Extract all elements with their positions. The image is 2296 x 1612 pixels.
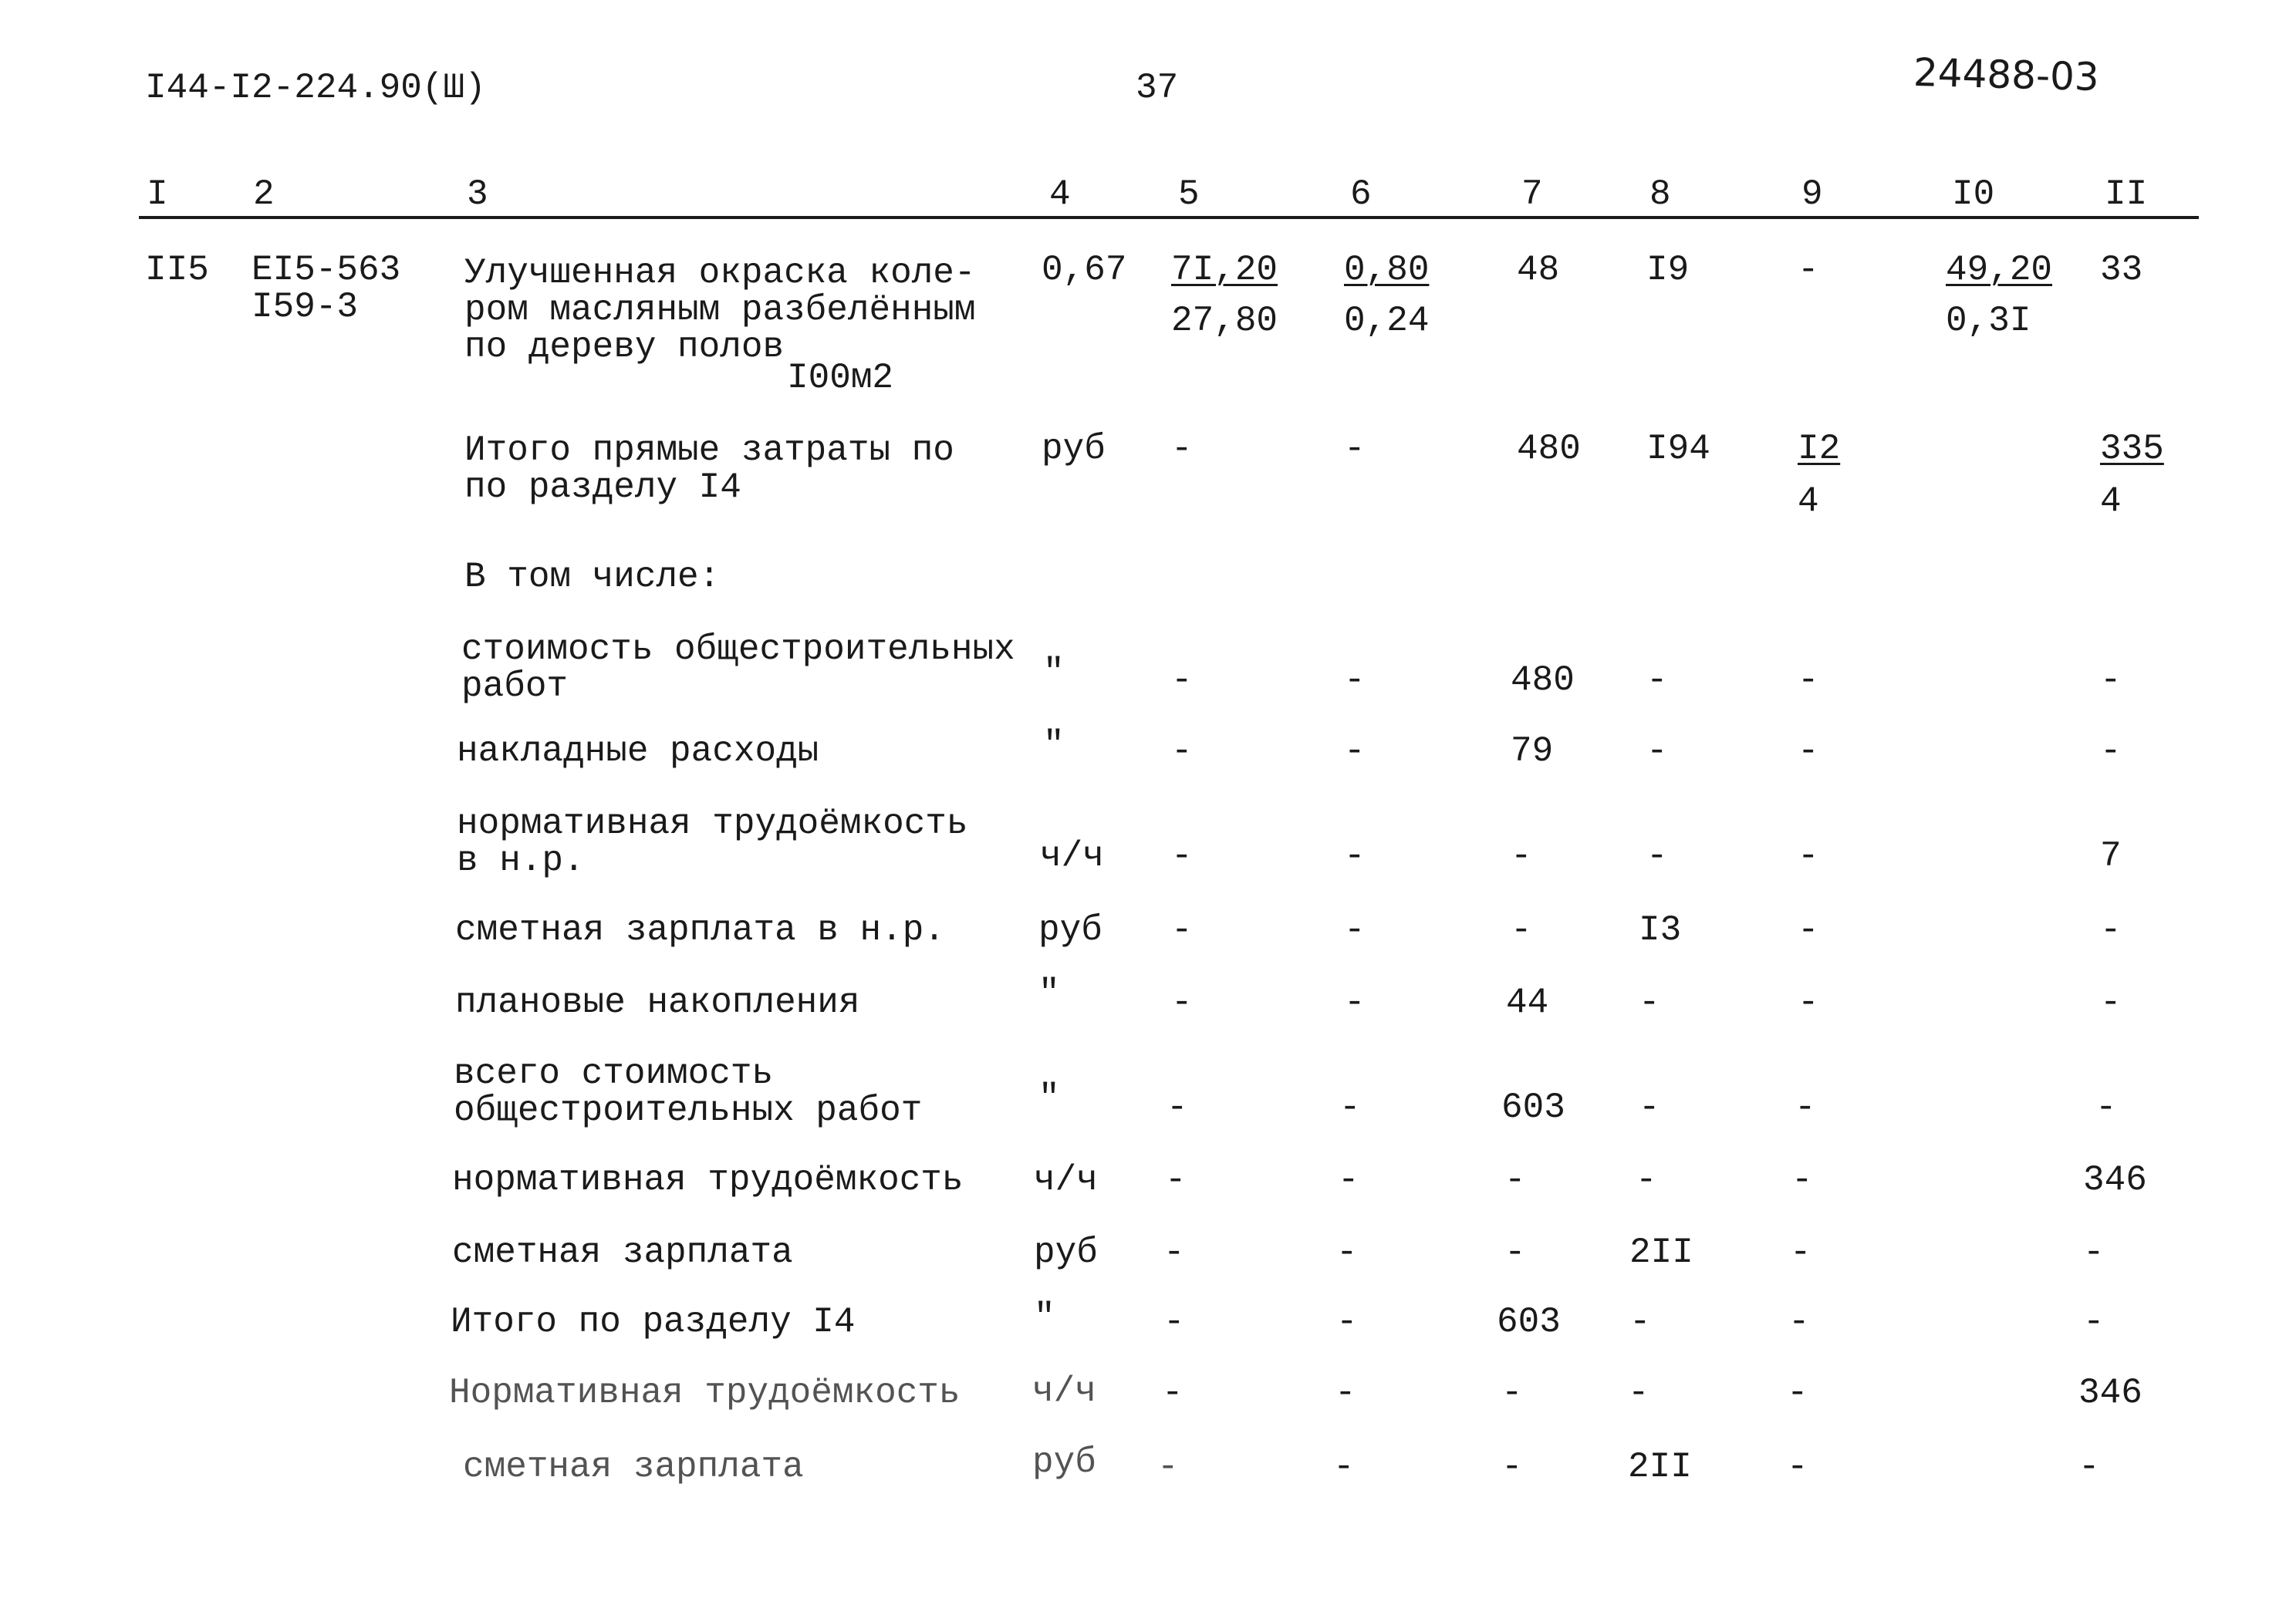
row-col5: -: [1167, 1088, 1188, 1128]
row-description: нормативная трудоёмкость в н.р.: [457, 804, 968, 881]
row-col5: -: [1171, 660, 1193, 700]
total-direct-col7: 480: [1517, 429, 1581, 469]
row-col8: 2II: [1628, 1447, 1692, 1487]
row-col6: -: [1333, 1447, 1355, 1487]
row-description: сметная зарплата в н.р.: [455, 910, 945, 950]
item-description: Улучшенная окраска коле- ром масляным разбелённым по дереву полов: [464, 253, 976, 367]
row-unit: ч/ч: [1040, 836, 1104, 876]
item-col6-top: 0,80: [1344, 250, 1430, 290]
item-col5-bottom: 27,80: [1171, 301, 1278, 341]
total-direct-unit: руб: [1042, 429, 1106, 469]
row-description: стоимость общестроительных работ: [461, 629, 1015, 707]
total-direct-col11-bottom: 4: [2100, 481, 2122, 521]
row-col9: -: [1791, 1160, 1813, 1200]
row-col7: -: [1511, 910, 1532, 950]
row-unit: руб: [1038, 910, 1102, 950]
row-col9: -: [1798, 731, 1819, 771]
item-col9: -: [1798, 250, 1819, 290]
row-col5: -: [1171, 836, 1193, 876]
row-col8: -: [1629, 1302, 1651, 1342]
row-col11: 346: [2078, 1373, 2142, 1413]
row-description: Итого по разделу I4: [451, 1302, 856, 1342]
total-direct-col6: -: [1344, 429, 1366, 469]
row-col6: -: [1339, 1088, 1361, 1128]
row-col7: -: [1511, 836, 1532, 876]
row-col5: -: [1171, 731, 1193, 771]
row-col7: -: [1504, 1233, 1526, 1273]
row-col11: 346: [2083, 1160, 2147, 1200]
row-col5: -: [1163, 1302, 1185, 1342]
row-col11: 7: [2100, 836, 2122, 876]
column-header-11: II: [2105, 174, 2148, 214]
total-direct-col9-bottom: 4: [1798, 481, 1819, 521]
row-unit: ч/ч: [1032, 1371, 1096, 1411]
row-description: сметная зарплата: [463, 1447, 804, 1487]
column-header-5: 5: [1178, 174, 1200, 214]
row-col7: -: [1501, 1447, 1523, 1487]
row-col9: -: [1790, 1233, 1811, 1273]
row-col6: -: [1344, 731, 1366, 771]
row-col9: -: [1798, 983, 1819, 1023]
row-description: Нормативная трудоёмкость: [449, 1373, 961, 1413]
row-col9: -: [1798, 910, 1819, 950]
row-col8: -: [1646, 731, 1668, 771]
row-col8: -: [1636, 1160, 1657, 1200]
item-col8: I9: [1646, 250, 1690, 290]
row-col5: -: [1163, 1233, 1185, 1273]
row-col8: I3: [1639, 910, 1682, 950]
total-direct-col8: I94: [1646, 429, 1710, 469]
row-col11: -: [2095, 1088, 2117, 1128]
row-col11: -: [2078, 1447, 2100, 1487]
row-col11: -: [2100, 731, 2122, 771]
row-col6: -: [1344, 983, 1366, 1023]
row-unit: ": [1038, 973, 1060, 1013]
row-col7: 603: [1501, 1088, 1565, 1128]
row-unit: руб: [1034, 1233, 1098, 1273]
row-unit: ": [1043, 725, 1065, 765]
item-number: II5: [145, 250, 209, 290]
row-col9: -: [1788, 1302, 1810, 1342]
document-code: I44-I2-224.90(Ш): [145, 68, 486, 108]
header-rule: [139, 216, 2199, 219]
row-description: накладные расходы: [457, 731, 819, 771]
column-header-10: I0: [1952, 174, 1995, 214]
page-number: 37: [1136, 68, 1179, 108]
row-col8: -: [1646, 836, 1668, 876]
row-col9: -: [1798, 836, 1819, 876]
row-col9: -: [1795, 1088, 1816, 1128]
row-col5: -: [1171, 910, 1193, 950]
item-col11: 33: [2100, 250, 2143, 290]
item-col5-top: 7I,20: [1171, 250, 1278, 290]
row-col7: 44: [1506, 983, 1549, 1023]
row-col7: -: [1504, 1160, 1526, 1200]
item-col7: 48: [1517, 250, 1560, 290]
row-description: сметная зарплата: [452, 1233, 793, 1273]
item-unit-measure: I00м2: [787, 358, 894, 398]
row-col11: -: [2100, 660, 2122, 700]
row-col9: -: [1798, 660, 1819, 700]
handwritten-code: 24488-03: [1913, 49, 2100, 100]
row-col8: -: [1646, 660, 1668, 700]
total-direct-description: Итого прямые затраты по по разделу I4: [464, 430, 954, 508]
row-col5: -: [1165, 1160, 1187, 1200]
row-unit: руб: [1032, 1442, 1096, 1482]
row-col6: -: [1338, 1160, 1359, 1200]
row-col7: -: [1501, 1373, 1523, 1413]
row-col8: -: [1639, 983, 1660, 1023]
column-header-8: 8: [1649, 174, 1671, 214]
total-direct-col11-top: 335: [2100, 429, 2164, 469]
column-header-7: 7: [1521, 174, 1543, 214]
row-unit: ": [1043, 653, 1065, 693]
row-description: нормативная трудоёмкость: [452, 1160, 964, 1200]
row-description: всего стоимость общестроительных работ: [454, 1054, 923, 1131]
row-col9: -: [1787, 1447, 1808, 1487]
row-unit: ": [1034, 1297, 1055, 1337]
row-col7: 603: [1497, 1302, 1561, 1342]
row-col5: -: [1171, 983, 1193, 1023]
column-header-9: 9: [1801, 174, 1823, 214]
row-col6: -: [1344, 836, 1366, 876]
column-header-1: I: [147, 174, 168, 214]
column-header-3: 3: [467, 174, 488, 214]
item-code-line2: I59-3: [252, 287, 359, 327]
row-unit: ч/ч: [1034, 1160, 1098, 1200]
column-header-6: 6: [1350, 174, 1372, 214]
total-direct-col9-top: I2: [1798, 429, 1841, 469]
row-col6: -: [1335, 1373, 1356, 1413]
row-col11: -: [2083, 1302, 2105, 1342]
item-col10-bottom: 0,3I: [1946, 301, 2031, 341]
item-quantity: 0,67: [1042, 250, 1127, 290]
item-col10-top: 49,20: [1946, 250, 2053, 290]
row-col11: -: [2100, 910, 2122, 950]
row-col9: -: [1787, 1373, 1808, 1413]
row-col6: -: [1344, 910, 1366, 950]
column-header-4: 4: [1049, 174, 1071, 214]
row-col5: -: [1157, 1447, 1179, 1487]
row-col6: -: [1336, 1302, 1358, 1342]
column-header-2: 2: [253, 174, 275, 214]
item-col6-bottom: 0,24: [1344, 301, 1430, 341]
row-col6: -: [1336, 1233, 1358, 1273]
including-label: В том числе:: [464, 557, 721, 597]
item-code-line1: EI5-563: [252, 250, 401, 290]
row-col8: -: [1639, 1088, 1660, 1128]
row-col7: 79: [1511, 731, 1554, 771]
row-col5: -: [1162, 1373, 1183, 1413]
row-col7: 480: [1511, 660, 1575, 700]
row-col8: 2II: [1629, 1233, 1693, 1273]
row-col11: -: [2100, 983, 2122, 1023]
total-direct-col5: -: [1171, 429, 1193, 469]
row-unit: ": [1038, 1078, 1060, 1118]
row-col11: -: [2083, 1233, 2105, 1273]
row-col6: -: [1344, 660, 1366, 700]
row-col8: -: [1628, 1373, 1649, 1413]
row-description: плановые накопления: [455, 983, 860, 1023]
